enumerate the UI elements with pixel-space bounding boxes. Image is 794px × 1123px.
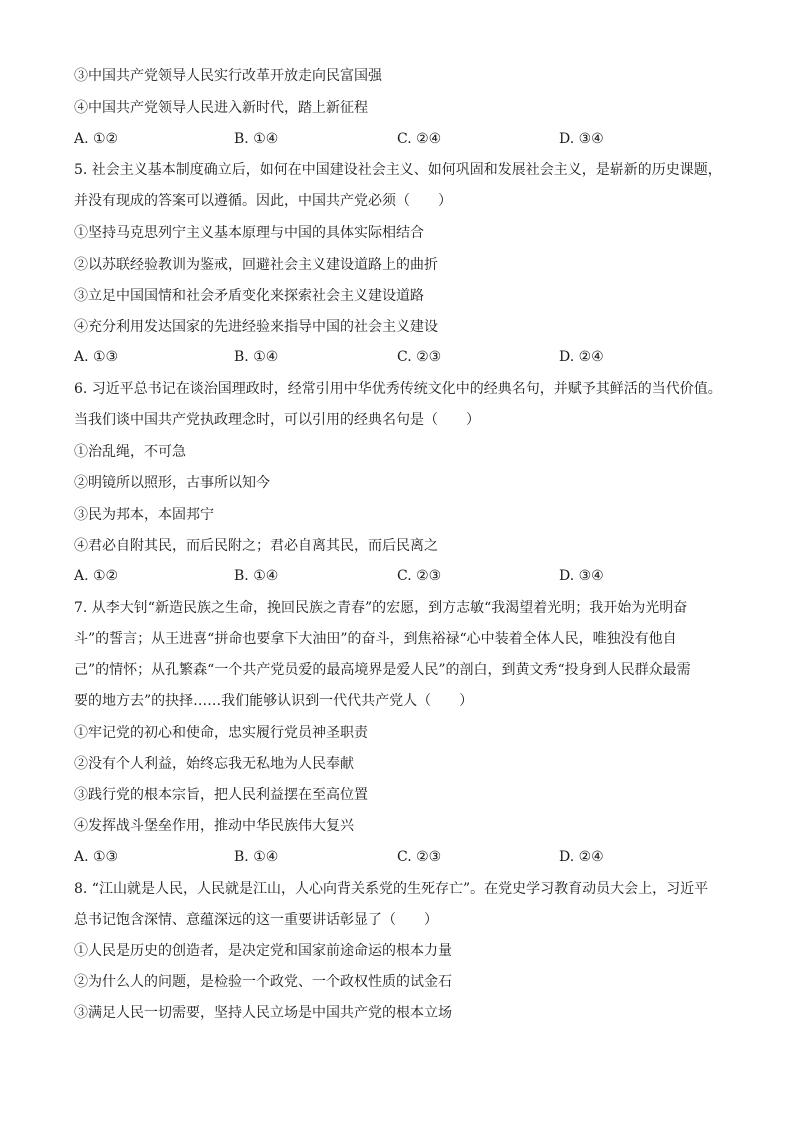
q6-option-d: D. ③④	[559, 568, 604, 584]
q7-statement-4: ④发挥战斗堡垒作用，推动中华民族伟大复兴	[74, 818, 354, 834]
q4-options	[74, 130, 714, 148]
q4-statement-4: ④中国共产党领导人民进入新时代，踏上新征程	[74, 100, 368, 116]
q5-statement-1: ①坚持马克思列宁主义基本原理与中国的具体实际相结合	[74, 225, 424, 241]
q8-statement-2: ②为什么人的问题，是检验一个政党、一个政权性质的试金石	[74, 974, 452, 990]
q4-statement-3: ③中国共产党领导人民实行改革开放走向民富国强	[74, 68, 382, 84]
q7-option-b: B. ①④	[234, 849, 279, 865]
q6-option-b: B. ①④	[234, 568, 279, 584]
q7-statement-1: ①牢记党的初心和使命，忠实履行党员神圣职责	[74, 725, 368, 741]
q6-options	[74, 567, 714, 585]
q4-option-b: B. ①④	[234, 131, 279, 147]
q7-option-d: D. ②④	[559, 849, 604, 865]
q4-option-d: D. ③④	[559, 131, 604, 147]
q6-stem-line-1: 6. 习近平总书记在谈治国理政时，经常引用中华优秀传统文化中的经典名句，并赋予其鲜活的当代价值。	[74, 381, 722, 397]
q5-options	[74, 348, 714, 366]
q6-stem-line-2: 当我们谈中国共产党执政理念时，可以引用的经典名句是（ ）	[74, 412, 480, 428]
q6-statement-1: ①治乱绳，不可急	[74, 444, 186, 460]
q8-statement-3: ③满足人民一切需要，坚持人民立场是中国共产党的根本立场	[74, 1005, 452, 1021]
q8-stem-line-1: 8. “江山就是人民，人民就是江山，人心向背关系党的生死存亡”。在党史学习教育动员大会上，习近平	[74, 881, 709, 897]
q6-statement-2: ②明镜所以照形，古事所以知今	[74, 475, 270, 491]
q7-option-c: C. ②③	[397, 849, 442, 865]
q5-option-c: C. ②③	[397, 349, 442, 365]
q7-stem-line-2: 斗”的誓言；从王进喜“拼命也要拿下大油田”的奋斗，到焦裕禄“心中装着全体人民，唯独没有他自	[74, 631, 677, 647]
q7-stem-line-1: 7. 从李大钊“新造民族之生命，挽回民族之青春”的宏愿，到方志敏“我渴望着光明；我开始为光明奋	[74, 600, 688, 616]
q7-statement-3: ③践行党的根本宗旨，把人民利益摆在至高位置	[74, 787, 368, 803]
q5-option-a: A. ①③	[74, 349, 119, 365]
q6-statement-4: ④君必自附其民，而后民附之；君必自离其民，而后民离之	[74, 538, 438, 554]
q5-statement-3: ③立足中国国情和社会矛盾变化来探索社会主义建设道路	[74, 288, 424, 304]
q5-option-b: B. ①④	[234, 349, 279, 365]
q6-statement-3: ③民为邦本，本固邦宁	[74, 507, 214, 523]
q8-statement-1: ①人民是历史的创造者，是决定党和国家前途命运的根本力量	[74, 943, 452, 959]
q8-stem-line-2: 总书记饱含深情、意蕴深远的这一重要讲话彰显了（ ）	[74, 912, 438, 928]
q7-statement-2: ②没有个人利益，始终忘我无私地为人民奉献	[74, 756, 354, 772]
q5-stem-line-1: 5. 社会主义基本制度确立后，如何在中国建设社会主义、如何巩固和发展社会主义，是崭新的历史课题，	[74, 162, 722, 178]
q5-stem-line-2: 并没有现成的答案可以遵循。因此，中国共产党必须（ ）	[74, 193, 452, 209]
q5-statement-4: ④充分利用发达国家的先进经验来指导中国的社会主义建设	[74, 319, 438, 335]
q4-option-a: A. ①②	[74, 131, 119, 147]
q7-stem-line-3: 己”的情怀；从孔繁森“一个共产党员爱的最高境界是爱人民”的剖白，到黄文秀“投身到人民群众最需	[74, 662, 691, 678]
q7-option-a: A. ①③	[74, 849, 119, 865]
q7-options	[74, 848, 714, 866]
q7-stem-line-4: 要的地方去”的抉择……我们能够认识到一代代共产党人（ ）	[74, 693, 474, 709]
q5-option-d: D. ②④	[559, 349, 604, 365]
q4-option-c: C. ②④	[397, 131, 442, 147]
q5-statement-2: ②以苏联经验教训为鉴戒，回避社会主义建设道路上的曲折	[74, 257, 438, 273]
q6-option-a: A. ①②	[74, 568, 119, 584]
q6-option-c: C. ②③	[397, 568, 442, 584]
